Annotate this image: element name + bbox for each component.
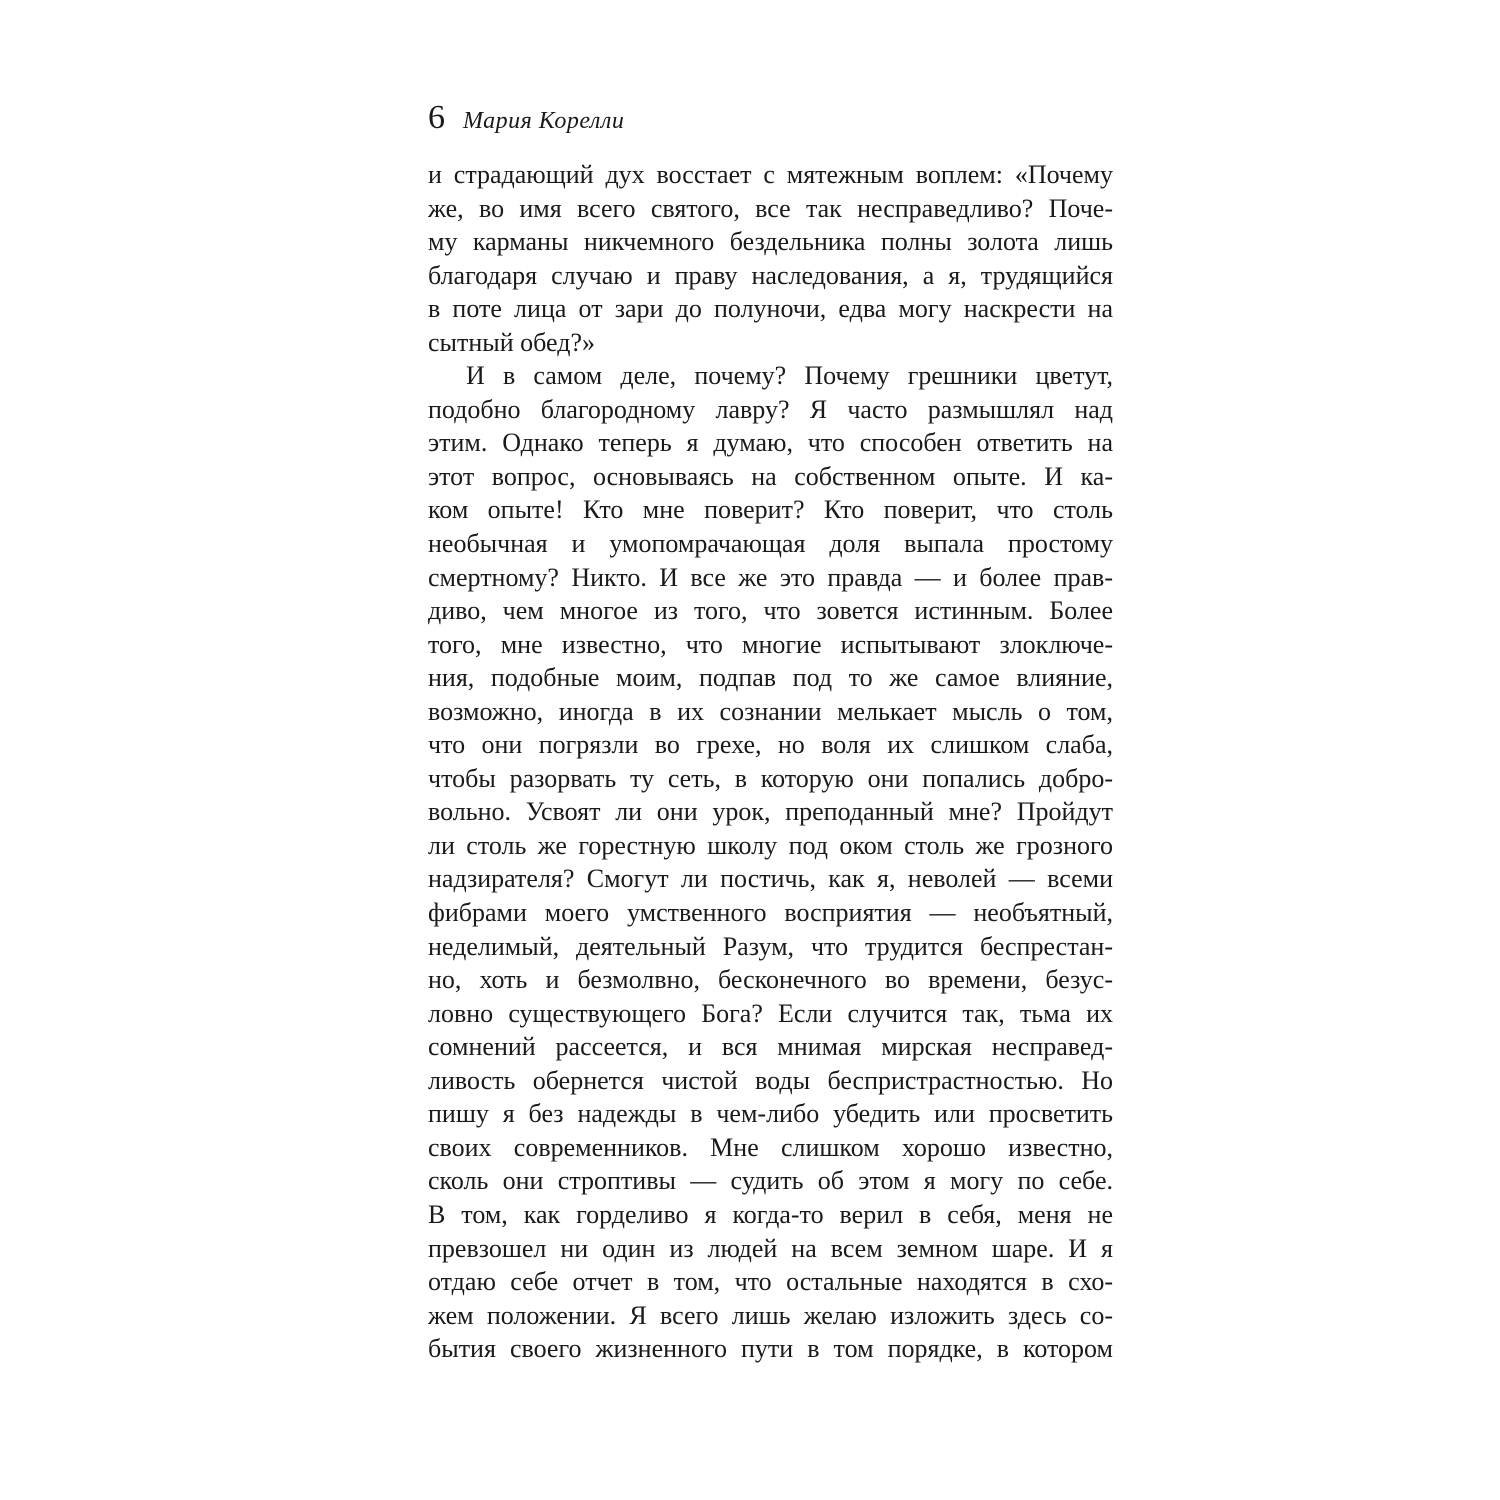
text-line: что они погрязли во грехе, но воля их слишком слаба,	[428, 730, 1113, 760]
text-line: того, мне известно, что многие испытывают злоключе-	[428, 629, 1113, 659]
text-line: му карманы никчемного бездельника полны золота лишь	[428, 227, 1113, 257]
text-line: надзирателя? Смогут ли постичь, как я, неволей — всеми	[428, 864, 1113, 894]
text-line: ния, подобные моим, подпав под то же самое влияние,	[428, 663, 1113, 693]
text-line: в поте лица от зари до полуночи, едва могу наскрести на	[428, 294, 1113, 324]
text-line: же, во имя всего святого, все так несправедливо? Поче-	[428, 193, 1113, 223]
body-text	[428, 158, 1113, 1366]
text-line: вольно. Усвоят ли они урок, преподанный мне? Пройдут	[428, 797, 1113, 827]
page-header	[428, 98, 624, 138]
text-line: но, хоть и безмолвно, бесконечного во времени, безус-	[428, 965, 1113, 995]
text-line: неделимый, деятельный Разум, что трудится беспрестан-	[428, 931, 1113, 961]
text-line: отдаю себе отчет в том, что остальные находятся в схо-	[428, 1267, 1113, 1297]
text-line: сомнений рассеется, и вся мнимая мирская несправед-	[428, 1032, 1113, 1062]
text-line: этим. Однако теперь я думаю, что способен ответить на	[428, 428, 1113, 458]
text-line: этот вопрос, основываясь на собственном опыте. И ка-	[428, 461, 1113, 491]
text-line: сытный обед?»	[428, 327, 596, 357]
text-line: ли столь же горестную школу под оком столь же грозного	[428, 830, 1113, 860]
text-line: пишу я без надежды в чем-либо убедить или просветить	[428, 1099, 1113, 1129]
text-line: ливость обернется чистой воды беспристрастностью. Но	[428, 1065, 1113, 1095]
text-line: возможно, иногда в их сознании мелькает мысль о том,	[428, 696, 1113, 726]
text-line: жем положении. Я всего лишь желаю изложить здесь со-	[428, 1300, 1113, 1330]
text-line: чтобы разорвать ту сеть, в которую они попались добро-	[428, 763, 1113, 793]
text-line: необычная и умопомрачающая доля выпала простому	[428, 529, 1113, 559]
text-line: сколь они строптивы — судить об этом я могу по себе.	[428, 1166, 1113, 1196]
text-line: и страдающий дух восстает с мятежным воплем: «Почему	[428, 160, 1113, 189]
text-line: И в самом деле, почему? Почему грешники цветут,	[466, 361, 1113, 391]
text-line: бытия своего жизненного пути в том порядке, в котором	[428, 1334, 1113, 1364]
page-number: 6	[428, 99, 445, 136]
text-line: диво, чем многое из того, что зовется истинным. Более	[428, 596, 1113, 626]
text-line: смертному? Никто. И все же это правда — и более прав-	[428, 562, 1113, 592]
text-line: фибрами моего умственного восприятия — необъятный,	[428, 898, 1113, 928]
text-line: ловно существующего Бога? Если случится так, тьма их	[428, 998, 1113, 1028]
running-head-author: Мария Корелли	[463, 108, 625, 134]
text-line: своих современников. Мне слишком хорошо известно,	[428, 1132, 1113, 1162]
text-line: превзошел ни один из людей на всем земном шаре. И я	[428, 1233, 1113, 1263]
text-line: ком опыте! Кто мне поверит? Кто поверит, что столь	[428, 495, 1113, 525]
text-line: благодаря случаю и праву наследования, а я, трудящийся	[428, 260, 1113, 290]
text-line: подобно благородному лавру? Я часто размышлял над	[428, 394, 1113, 424]
text-line: В том, как горделиво я когда-то верил в себя, меня не	[428, 1199, 1113, 1229]
